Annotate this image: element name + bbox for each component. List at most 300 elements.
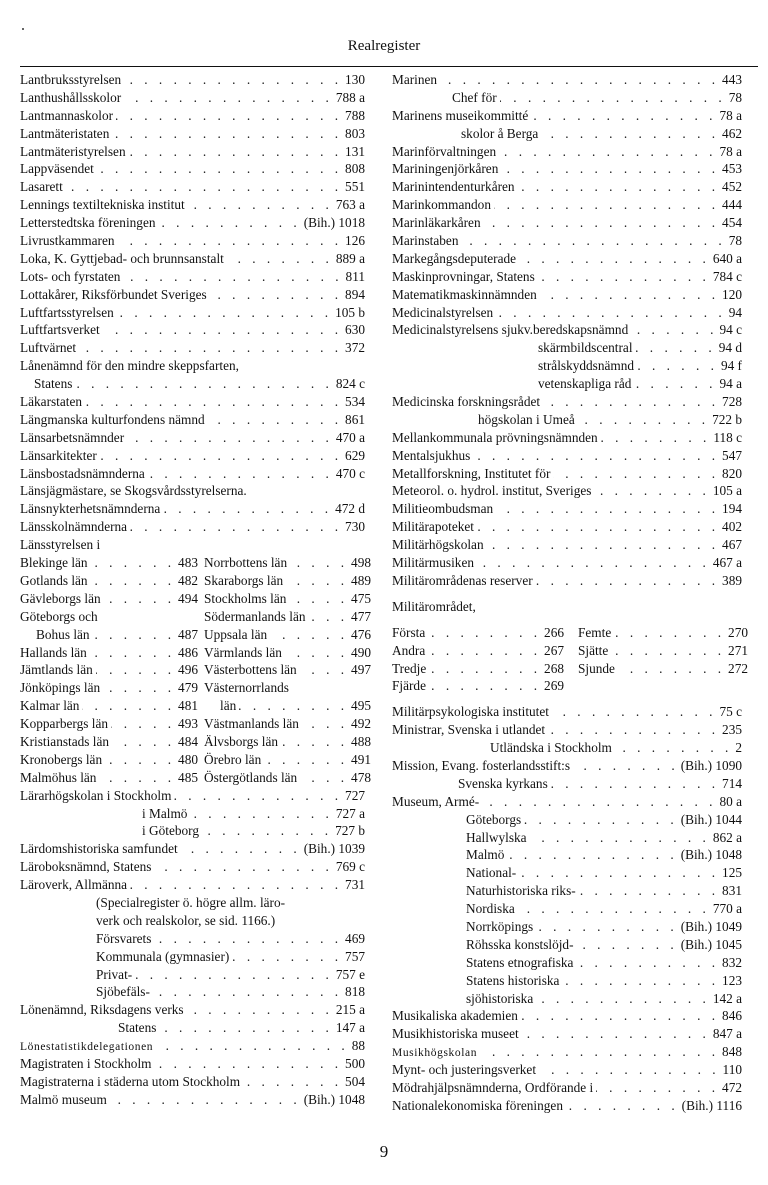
index-entry bbox=[392, 482, 742, 500]
entry-page: 482 bbox=[178, 572, 198, 588]
index-entry bbox=[392, 1061, 742, 1079]
index-entry bbox=[20, 447, 365, 465]
entry-page: 889 a bbox=[335, 250, 365, 266]
dot-leader bbox=[135, 966, 333, 984]
entry-page: 270 bbox=[728, 624, 748, 640]
index-entry bbox=[20, 1091, 365, 1109]
entry-title: Mariningenjörkåren bbox=[392, 161, 499, 177]
entry-title: Militieombudsman bbox=[392, 501, 494, 517]
entry-page: 630 bbox=[345, 322, 365, 338]
index-entry bbox=[392, 196, 742, 214]
dot-leader bbox=[110, 1091, 301, 1109]
lan-col-1 bbox=[20, 554, 198, 787]
dot-leader bbox=[93, 626, 175, 644]
index-entry bbox=[392, 178, 742, 196]
dot-leader bbox=[302, 715, 348, 733]
entry-title: Kommunala (gymnasier) bbox=[96, 948, 230, 964]
index-entry bbox=[20, 948, 365, 966]
dot-leader bbox=[538, 268, 710, 286]
entry-title: Kronobergs län bbox=[20, 751, 103, 767]
index-entry bbox=[20, 697, 198, 715]
entry-page: 788 a bbox=[335, 89, 365, 105]
dot-leader bbox=[97, 160, 342, 178]
dot-leader bbox=[239, 697, 348, 715]
right-mid-entries bbox=[392, 429, 742, 590]
entry-title: Lanthushållsskolor bbox=[20, 89, 122, 105]
dot-leader bbox=[154, 930, 342, 948]
entry-title: Privat- bbox=[96, 966, 133, 982]
entry-title: Medicinalstyrelsen bbox=[392, 304, 494, 320]
dot-leader bbox=[637, 357, 718, 375]
dot-leader bbox=[477, 518, 719, 536]
dot-leader bbox=[518, 900, 710, 918]
lararhogskolan-subs bbox=[20, 805, 365, 841]
index-entry bbox=[20, 1055, 365, 1073]
entry-page: 495 bbox=[351, 698, 371, 714]
index-entry bbox=[392, 375, 742, 393]
index-entry bbox=[392, 500, 742, 518]
entry-title: Magistraten i Stockholm bbox=[20, 1055, 152, 1071]
index-entry bbox=[20, 626, 198, 644]
index-entry bbox=[20, 876, 365, 894]
entry-page: 78 bbox=[728, 233, 742, 249]
entry-page: 120 bbox=[722, 286, 742, 302]
entry-page: 492 bbox=[351, 716, 371, 732]
entry-title: Luftfartsstyrelsen bbox=[20, 304, 114, 320]
dot-leader bbox=[611, 642, 725, 660]
dot-leader bbox=[496, 500, 719, 518]
left-column bbox=[20, 71, 371, 1109]
entry-page: (Bih.) 1044 bbox=[680, 811, 742, 827]
entry-title: Musikhistoriska museet bbox=[392, 1026, 519, 1042]
index-entry bbox=[204, 644, 371, 662]
dot-leader bbox=[188, 196, 333, 214]
entry-title: Blekinge län bbox=[20, 555, 88, 571]
sjukv-subs bbox=[392, 339, 742, 393]
index-entry bbox=[20, 250, 365, 268]
entry-page: 481 bbox=[178, 698, 198, 714]
entry-title: Marinstaben bbox=[392, 233, 459, 249]
dot-leader bbox=[309, 608, 348, 626]
left-lower-entries bbox=[20, 840, 365, 894]
entry-title: i Göteborg bbox=[142, 823, 199, 839]
index-entry: Chef för . . . 78 bbox=[392, 89, 742, 107]
left-top-entries bbox=[20, 71, 365, 357]
entry-title: Femte bbox=[578, 624, 612, 640]
entry-title: Musikaliska akademien bbox=[392, 1008, 518, 1024]
entry-page: 894 bbox=[345, 286, 365, 302]
entry-title: Marinkommandon bbox=[392, 197, 491, 213]
index-entry bbox=[578, 660, 748, 678]
entry-page: 484 bbox=[178, 733, 198, 749]
index-entry bbox=[392, 268, 742, 286]
entry-page: 493 bbox=[178, 716, 198, 732]
index-entry bbox=[20, 89, 365, 107]
entry-page: 142 a bbox=[712, 990, 742, 1006]
entry-page: 105 b bbox=[335, 304, 365, 320]
index-entry: Ministrar, Svenska i utlandet . . . 235 bbox=[392, 721, 742, 739]
entry-page: 640 a bbox=[712, 250, 742, 266]
index-entry bbox=[578, 624, 748, 642]
entry-title: Röhsska konstslöjd- bbox=[466, 936, 574, 952]
entry-page: 267 bbox=[544, 642, 564, 658]
dot-leader bbox=[579, 882, 719, 900]
entry-title: Norrköpings bbox=[466, 918, 534, 934]
dot-leader bbox=[518, 178, 719, 196]
entry-title: Mynt- och justeringsverket bbox=[392, 1062, 537, 1078]
entry-page: 803 bbox=[345, 125, 365, 141]
entry-page: 757 e bbox=[335, 966, 365, 982]
dot-leader bbox=[553, 465, 719, 483]
index-entry bbox=[20, 321, 365, 339]
dot-leader bbox=[112, 733, 175, 751]
dot-leader bbox=[116, 107, 342, 125]
index-entry bbox=[392, 143, 742, 161]
dot-leader bbox=[428, 624, 541, 642]
index-entry bbox=[392, 918, 742, 936]
dot-leader bbox=[536, 572, 719, 590]
entry-page: (Bih.) 1045 bbox=[680, 936, 742, 952]
page-title: Realregister bbox=[347, 38, 421, 54]
index-entry: Militärpsykologiska institutet . . . 75 c bbox=[392, 703, 742, 721]
index-entry bbox=[392, 447, 742, 465]
entry-page: 272 bbox=[728, 660, 748, 676]
index-entry bbox=[392, 900, 742, 918]
dot-leader bbox=[130, 876, 342, 894]
entry-title: Sjöbefäls- bbox=[96, 984, 150, 1000]
entry-title: Lots- och fyrstaten bbox=[20, 268, 121, 284]
dot-leader bbox=[123, 268, 342, 286]
marin-entries bbox=[392, 143, 742, 322]
laroverk-note-2: verk och realskolor, se sid. 1166.) bbox=[96, 912, 276, 928]
entry-page: 483 bbox=[178, 555, 198, 571]
entry-title: Lantmannaskolor bbox=[20, 107, 114, 123]
entry-title: Malmöhus län bbox=[20, 769, 97, 785]
dot-leader bbox=[202, 822, 332, 840]
entry-title: National- bbox=[466, 865, 517, 881]
entry-page: 125 bbox=[722, 865, 742, 881]
entry-title: Livrustkammaren bbox=[20, 233, 115, 249]
dot-leader bbox=[281, 733, 348, 751]
entry-title: Loka, K. Gyttjebad- och brunnsanstalt bbox=[20, 250, 224, 266]
entry-title: Markegångsdeputerade bbox=[392, 250, 517, 266]
entry-page: 268 bbox=[544, 660, 564, 676]
index-entry bbox=[20, 554, 198, 572]
entry-page: 485 bbox=[178, 769, 198, 785]
dot-leader bbox=[524, 811, 678, 829]
dot-leader bbox=[105, 751, 175, 769]
entry-title: Försvarets bbox=[96, 930, 152, 946]
entry-title: Läkarstaten bbox=[20, 394, 83, 410]
dot-leader bbox=[300, 661, 348, 679]
entry-page: 269 bbox=[544, 678, 564, 694]
dot-leader bbox=[487, 536, 719, 554]
index-entry: Medicinalstyrelsens sjukv.beredskapsnämnd . . . 94 c bbox=[392, 321, 742, 339]
entry-title: Länsskolnämnderna bbox=[20, 519, 128, 535]
dot-leader bbox=[540, 286, 719, 304]
index-entry bbox=[392, 572, 742, 590]
dot-leader bbox=[208, 411, 342, 429]
entry-title: Läroverk, Allmänna bbox=[20, 877, 128, 893]
entry-title: Uppsala län bbox=[204, 626, 268, 642]
entry-page: 832 bbox=[722, 954, 742, 970]
entry-title: Sjätte bbox=[578, 642, 609, 658]
entry-page: 490 bbox=[351, 644, 371, 660]
entry-page: 480 bbox=[178, 751, 198, 767]
entry-title: Läroboksnämnd, Statens bbox=[20, 859, 152, 875]
entry-page: 126 bbox=[345, 233, 365, 249]
entry-title: Hallwylska bbox=[466, 829, 527, 845]
entry-title: Statens historiska bbox=[466, 972, 560, 988]
index-entry bbox=[204, 572, 371, 590]
index-entry bbox=[392, 554, 742, 572]
index-entry bbox=[204, 661, 371, 679]
entry-page: 470 a bbox=[335, 429, 365, 445]
dot-leader bbox=[148, 465, 333, 483]
entry-title: Västernorrlands bbox=[204, 680, 289, 696]
dot-leader bbox=[501, 160, 719, 178]
dot-leader bbox=[289, 590, 348, 608]
entry-title: Militärområdenas reserver bbox=[392, 572, 533, 588]
entry-page: 444 bbox=[722, 197, 742, 213]
index-entry bbox=[20, 751, 198, 769]
entry-page: 820 bbox=[722, 465, 742, 481]
index-entry: skolor å Berga . . . 462 bbox=[392, 125, 742, 143]
dot-leader bbox=[461, 232, 725, 250]
entry-title: Gävleborgs län bbox=[20, 590, 101, 606]
index-entry bbox=[392, 518, 742, 536]
dot-leader bbox=[566, 1097, 679, 1115]
entry-page: 469 bbox=[345, 930, 365, 946]
entry-title: Marinläkarkåren bbox=[392, 215, 481, 231]
index-entry bbox=[204, 733, 371, 751]
dot-leader bbox=[484, 214, 719, 232]
index-entry bbox=[392, 936, 742, 954]
index-entry bbox=[392, 864, 742, 882]
entry-page: 452 bbox=[722, 179, 742, 195]
index-entry bbox=[20, 125, 365, 143]
entry-title: Lottakårer, Riksförbundet Sveriges bbox=[20, 286, 207, 302]
entry-page: 731 bbox=[345, 877, 365, 893]
dot-leader bbox=[577, 936, 678, 954]
index-entry bbox=[204, 554, 371, 572]
entry-title: Gotlands län bbox=[20, 572, 88, 588]
dot-leader bbox=[129, 143, 342, 161]
entry-page: (Bih.) 1048 bbox=[303, 1091, 365, 1107]
index-entry bbox=[20, 518, 365, 536]
entry-title: Magistraterna i städerna utom Stockholm bbox=[20, 1073, 241, 1089]
index-entry bbox=[392, 829, 742, 847]
entry-page: 94 a bbox=[719, 376, 742, 392]
index-entry bbox=[20, 590, 198, 608]
index-entry bbox=[20, 160, 365, 178]
dot-leader bbox=[477, 554, 710, 572]
index-entry: Musikhögskolan . . . 848 bbox=[392, 1043, 742, 1061]
dot-leader bbox=[264, 751, 348, 769]
index-entry bbox=[20, 143, 365, 161]
entry-title: Norrbottens län bbox=[204, 555, 288, 571]
dot-leader bbox=[154, 858, 332, 876]
index-entry bbox=[204, 590, 371, 608]
entry-title: Mentalsjukhus bbox=[392, 447, 471, 463]
index-entry: Lönestatistikdelegationen . . . 88 bbox=[20, 1037, 365, 1055]
index-entry bbox=[204, 679, 371, 697]
entry-title: Malmö bbox=[466, 847, 505, 863]
dot-leader bbox=[614, 624, 725, 642]
index-entry bbox=[20, 983, 365, 1001]
entry-page: 730 bbox=[345, 519, 365, 535]
index-entry bbox=[392, 677, 564, 695]
index-entry bbox=[20, 196, 365, 214]
entry-page: 486 bbox=[178, 644, 198, 660]
index-entry: Museum, Armé- . . . 80 a bbox=[392, 793, 742, 811]
entry-title: Militärmusiken bbox=[392, 555, 474, 571]
index-entry bbox=[392, 1079, 742, 1097]
entry-title: Älvsborgs län bbox=[204, 733, 278, 749]
laroverk-note-1: (Specialregister ö. högre allm. läro- bbox=[96, 894, 286, 910]
entry-title: Militärapoteket bbox=[392, 519, 474, 535]
dot-leader bbox=[473, 447, 719, 465]
index-entry bbox=[392, 250, 742, 268]
index-entry bbox=[20, 608, 198, 626]
lanenamnd-heading: Lånenämnd för den mindre skeppsfarten, bbox=[20, 358, 239, 374]
entry-page: 472 bbox=[722, 1079, 742, 1095]
index-entry bbox=[204, 751, 371, 769]
index-entry bbox=[20, 268, 365, 286]
entry-page: 763 a bbox=[335, 197, 365, 213]
index-entry: Marinens museikommitté . . . 78 a bbox=[392, 107, 742, 125]
index-entry bbox=[392, 624, 564, 642]
index-entry bbox=[20, 411, 365, 429]
entry-title: Matematikmaskinnämnden bbox=[392, 286, 537, 302]
entry-title: Sjunde bbox=[578, 660, 615, 676]
dot-leader bbox=[66, 178, 342, 196]
dot-leader bbox=[429, 660, 541, 678]
entry-title: Marinförvaltningen bbox=[392, 143, 497, 159]
index-entry bbox=[20, 715, 198, 733]
dot-leader bbox=[79, 339, 342, 357]
dot-leader bbox=[596, 1079, 719, 1097]
left-mid-entries-2 bbox=[20, 500, 365, 536]
index-entry: högskolan i Umeå . . . 722 b bbox=[392, 411, 742, 429]
dot-leader bbox=[521, 1007, 719, 1025]
right-column bbox=[392, 71, 748, 1115]
index-entry bbox=[392, 1097, 742, 1115]
dot-leader bbox=[163, 500, 332, 518]
dot-leader bbox=[519, 250, 710, 268]
entry-page: 467 bbox=[722, 537, 742, 553]
entry-page: 534 bbox=[345, 394, 365, 410]
laroverk-subs bbox=[20, 930, 365, 1002]
lan-col-2 bbox=[198, 554, 371, 787]
entry-title: Naturhistoriska riks- bbox=[466, 883, 576, 899]
index-entry bbox=[20, 429, 365, 447]
index-entry bbox=[392, 990, 742, 1008]
index-entry bbox=[392, 357, 742, 375]
entry-page: 487 bbox=[178, 626, 198, 642]
dot-leader bbox=[499, 143, 716, 161]
index-entry bbox=[20, 858, 365, 876]
entry-title: Örebro län bbox=[204, 751, 262, 767]
entry-page: 472 d bbox=[335, 501, 365, 517]
entry-title: Nationalekonomiska föreningen bbox=[392, 1097, 563, 1113]
dot-leader bbox=[507, 846, 677, 864]
entry-page: (Bih.) 1048 bbox=[680, 847, 742, 863]
index-entry bbox=[392, 465, 742, 483]
entry-page: 467 a bbox=[712, 555, 742, 571]
dot-leader bbox=[96, 661, 175, 679]
entry-page: 470 c bbox=[335, 465, 365, 481]
scan-mark bbox=[22, 28, 24, 30]
dot-leader bbox=[100, 447, 342, 465]
index-entry bbox=[20, 1073, 365, 1091]
dot-leader bbox=[112, 125, 342, 143]
entry-title: Luftvärnet bbox=[20, 340, 77, 356]
dot-leader bbox=[103, 321, 342, 339]
entry-page: 846 bbox=[722, 1008, 742, 1024]
entry-page: 504 bbox=[345, 1073, 365, 1089]
index-entry bbox=[20, 107, 365, 125]
entry-page: 271 bbox=[728, 642, 748, 658]
entry-title: Jämtlands län bbox=[20, 662, 93, 678]
entry-page: 130 bbox=[345, 72, 365, 87]
dot-leader bbox=[104, 590, 175, 608]
index-entry bbox=[20, 393, 365, 411]
index-entry bbox=[392, 660, 564, 678]
index-entry bbox=[392, 1025, 742, 1043]
omr-col-2 bbox=[564, 624, 748, 696]
index-entry bbox=[20, 232, 365, 250]
entry-title: Kalmar län bbox=[20, 698, 80, 714]
dot-leader bbox=[118, 232, 343, 250]
entry-page: (Bih.) 1116 bbox=[681, 1097, 742, 1113]
entry-page: 476 bbox=[351, 626, 371, 642]
entry-page: 491 bbox=[351, 751, 371, 767]
index-entry bbox=[204, 769, 371, 787]
dot-leader bbox=[522, 1025, 710, 1043]
entry-page: 551 bbox=[345, 179, 365, 195]
entry-page: 770 a bbox=[712, 901, 742, 917]
dot-leader bbox=[91, 554, 175, 572]
omr-col-1 bbox=[392, 624, 564, 696]
dot-leader bbox=[601, 429, 711, 447]
index-entry bbox=[392, 846, 742, 864]
entry-title: Lennings textiltekniska institut bbox=[20, 197, 185, 213]
index-entry: Lärarhögskolan i Stockholm . . . 727 bbox=[20, 787, 365, 805]
index-entry bbox=[20, 214, 365, 232]
dot-leader bbox=[153, 983, 342, 1001]
dot-leader bbox=[618, 660, 725, 678]
index-entry bbox=[204, 608, 371, 626]
entry-title: Länsbostadsnämnderna bbox=[20, 465, 145, 481]
militaromradet-heading: Militärområdet, bbox=[392, 598, 476, 614]
dot-leader bbox=[634, 375, 716, 393]
index-entry bbox=[20, 733, 198, 751]
dot-leader bbox=[576, 954, 719, 972]
index-entry: Medicinska forskningsrådet . . . 728 bbox=[392, 393, 742, 411]
index-entry: Marinen . . . 443 bbox=[392, 71, 742, 89]
entry-page: 94 bbox=[728, 304, 742, 320]
entry-title: Lantmäteristaten bbox=[20, 125, 110, 141]
index-entry bbox=[392, 286, 742, 304]
dot-leader bbox=[85, 393, 342, 411]
entry-page: 788 bbox=[345, 107, 365, 123]
entry-page: 818 bbox=[345, 984, 365, 1000]
index-entry: Utländska i Stockholm . . . 2 bbox=[392, 739, 742, 757]
dot-leader bbox=[124, 89, 333, 107]
dot-leader bbox=[536, 990, 710, 1008]
entry-page: 629 bbox=[345, 447, 365, 463]
